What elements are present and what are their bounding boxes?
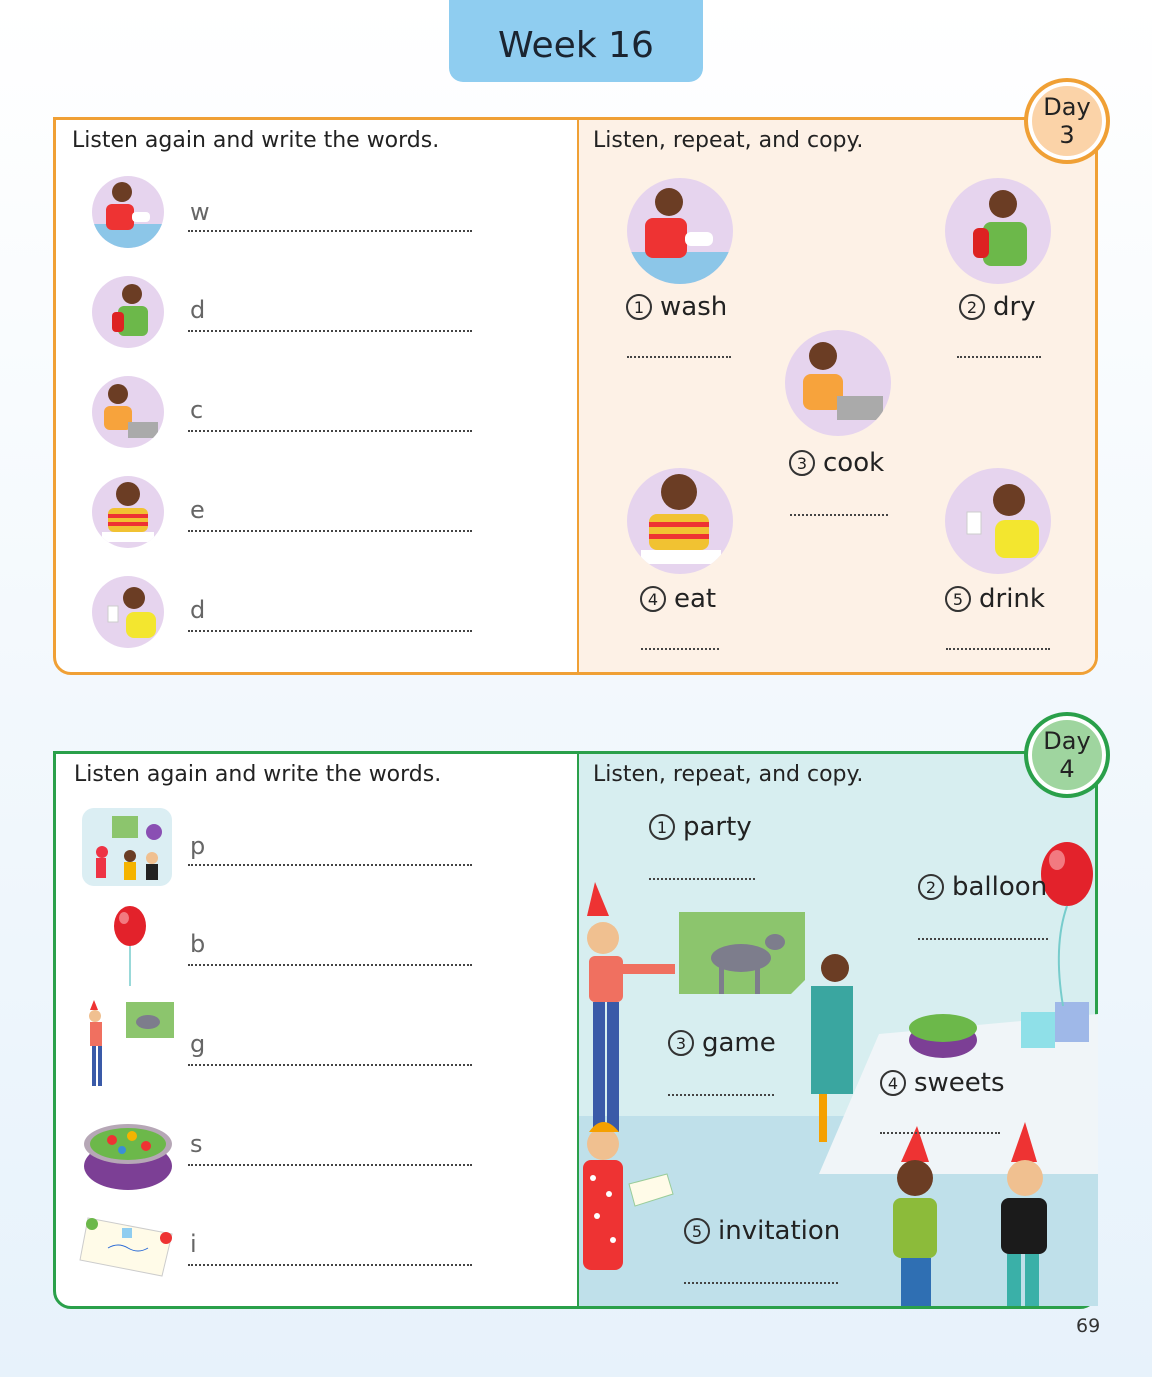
day3-letter-2: d bbox=[190, 296, 206, 324]
day4-badge-number: 4 bbox=[1059, 755, 1075, 783]
day4-copy-line-4[interactable] bbox=[880, 1132, 1000, 1134]
day3-write-line-5[interactable] bbox=[188, 630, 472, 632]
day3-right-instruction: Listen, repeat, and copy. bbox=[593, 128, 864, 153]
number-badge: 5 bbox=[945, 586, 971, 612]
number-badge: 5 bbox=[684, 1218, 710, 1244]
day4-word-4 bbox=[880, 1068, 1005, 1098]
week-title: Week 16 bbox=[498, 24, 654, 66]
word-label: wash bbox=[660, 292, 728, 322]
day4-badge-label: Day bbox=[1043, 727, 1091, 755]
invitation-icon bbox=[78, 1214, 174, 1278]
day3-badge bbox=[1024, 78, 1110, 164]
game-icon bbox=[86, 1000, 178, 1092]
word-label: sweets bbox=[914, 1068, 1005, 1098]
dry-picture bbox=[945, 178, 1051, 284]
day4-letter-2: b bbox=[190, 930, 206, 958]
day4-word-5 bbox=[684, 1216, 840, 1246]
number-badge: 2 bbox=[918, 874, 944, 900]
day3-letter-4: e bbox=[190, 496, 205, 524]
day4-letter-1: p bbox=[190, 832, 206, 860]
day3-copy-line-4[interactable] bbox=[641, 648, 719, 650]
number-badge: 4 bbox=[880, 1070, 906, 1096]
day3-write-line-4[interactable] bbox=[188, 530, 472, 532]
day3-word-5 bbox=[945, 584, 1045, 614]
day4-write-line-1[interactable] bbox=[188, 864, 472, 866]
day3-write-line-1[interactable] bbox=[188, 230, 472, 232]
day4-letter-5: i bbox=[190, 1230, 197, 1258]
day4-right-instruction: Listen, repeat, and copy. bbox=[593, 762, 864, 787]
day4-panel bbox=[53, 751, 1098, 1309]
day4-left-instruction: Listen again and write the words. bbox=[74, 762, 442, 787]
day3-write-line-3[interactable] bbox=[188, 430, 472, 432]
cook-picture bbox=[785, 330, 891, 436]
day3-copy-line-2[interactable] bbox=[957, 356, 1041, 358]
day3-letter-5: d bbox=[190, 596, 206, 624]
word-label: cook bbox=[823, 448, 885, 478]
day4-letter-3: g bbox=[190, 1030, 206, 1058]
cook-icon bbox=[92, 376, 164, 448]
number-badge: 1 bbox=[626, 294, 652, 320]
day3-copy-line-1[interactable] bbox=[627, 356, 731, 358]
dry-dishes-icon bbox=[92, 276, 164, 348]
number-badge: 3 bbox=[668, 1030, 694, 1056]
day3-badge-label: Day bbox=[1043, 93, 1091, 121]
day3-letter-3: c bbox=[190, 396, 204, 424]
day3-badge-number: 3 bbox=[1059, 121, 1075, 149]
day3-divider bbox=[577, 120, 579, 672]
balloon-icon bbox=[110, 904, 150, 988]
day4-write-line-4[interactable] bbox=[188, 1164, 472, 1166]
word-label: dry bbox=[993, 292, 1036, 322]
day3-left-instruction: Listen again and write the words. bbox=[72, 128, 440, 153]
day4-letter-4: s bbox=[190, 1130, 203, 1158]
day3-write-line-2[interactable] bbox=[188, 330, 472, 332]
day4-copy-line-3[interactable] bbox=[668, 1094, 774, 1096]
number-badge: 2 bbox=[959, 294, 985, 320]
day3-word-2 bbox=[959, 292, 1036, 322]
number-badge: 1 bbox=[649, 814, 675, 840]
eat-picture bbox=[627, 468, 733, 574]
day4-write-line-2[interactable] bbox=[188, 964, 472, 966]
sweets-icon bbox=[82, 1116, 174, 1196]
drink-picture bbox=[945, 468, 1051, 574]
eat-icon bbox=[92, 476, 164, 548]
word-label: party bbox=[683, 812, 752, 842]
wash-picture bbox=[627, 178, 733, 284]
word-label: game bbox=[702, 1028, 776, 1058]
word-label: balloon bbox=[952, 872, 1048, 902]
day4-copy-line-2[interactable] bbox=[918, 938, 1048, 940]
word-label: eat bbox=[674, 584, 717, 614]
number-badge: 3 bbox=[789, 450, 815, 476]
party-icon bbox=[82, 808, 172, 886]
day3-word-1 bbox=[626, 292, 727, 322]
day4-word-1 bbox=[649, 812, 752, 842]
word-label: invitation bbox=[718, 1216, 841, 1246]
wash-dishes-icon bbox=[92, 176, 164, 248]
word-label: drink bbox=[979, 584, 1045, 614]
day3-word-3 bbox=[789, 448, 884, 478]
page-number: 69 bbox=[1076, 1315, 1101, 1337]
day4-badge bbox=[1024, 712, 1110, 798]
day4-write-line-5[interactable] bbox=[188, 1264, 472, 1266]
day3-letter-1: w bbox=[190, 198, 210, 226]
drink-icon bbox=[92, 576, 164, 648]
day3-copy-line-5[interactable] bbox=[946, 648, 1050, 650]
day3-word-4 bbox=[640, 584, 716, 614]
day3-panel bbox=[53, 117, 1098, 675]
day4-word-2 bbox=[918, 872, 1047, 902]
day4-write-line-3[interactable] bbox=[188, 1064, 472, 1066]
number-badge: 4 bbox=[640, 586, 666, 612]
week-tab bbox=[449, 0, 703, 82]
day4-copy-line-1[interactable] bbox=[649, 878, 755, 880]
day4-copy-line-5[interactable] bbox=[684, 1282, 838, 1284]
day3-copy-line-3[interactable] bbox=[790, 514, 888, 516]
day4-word-3 bbox=[668, 1028, 776, 1058]
